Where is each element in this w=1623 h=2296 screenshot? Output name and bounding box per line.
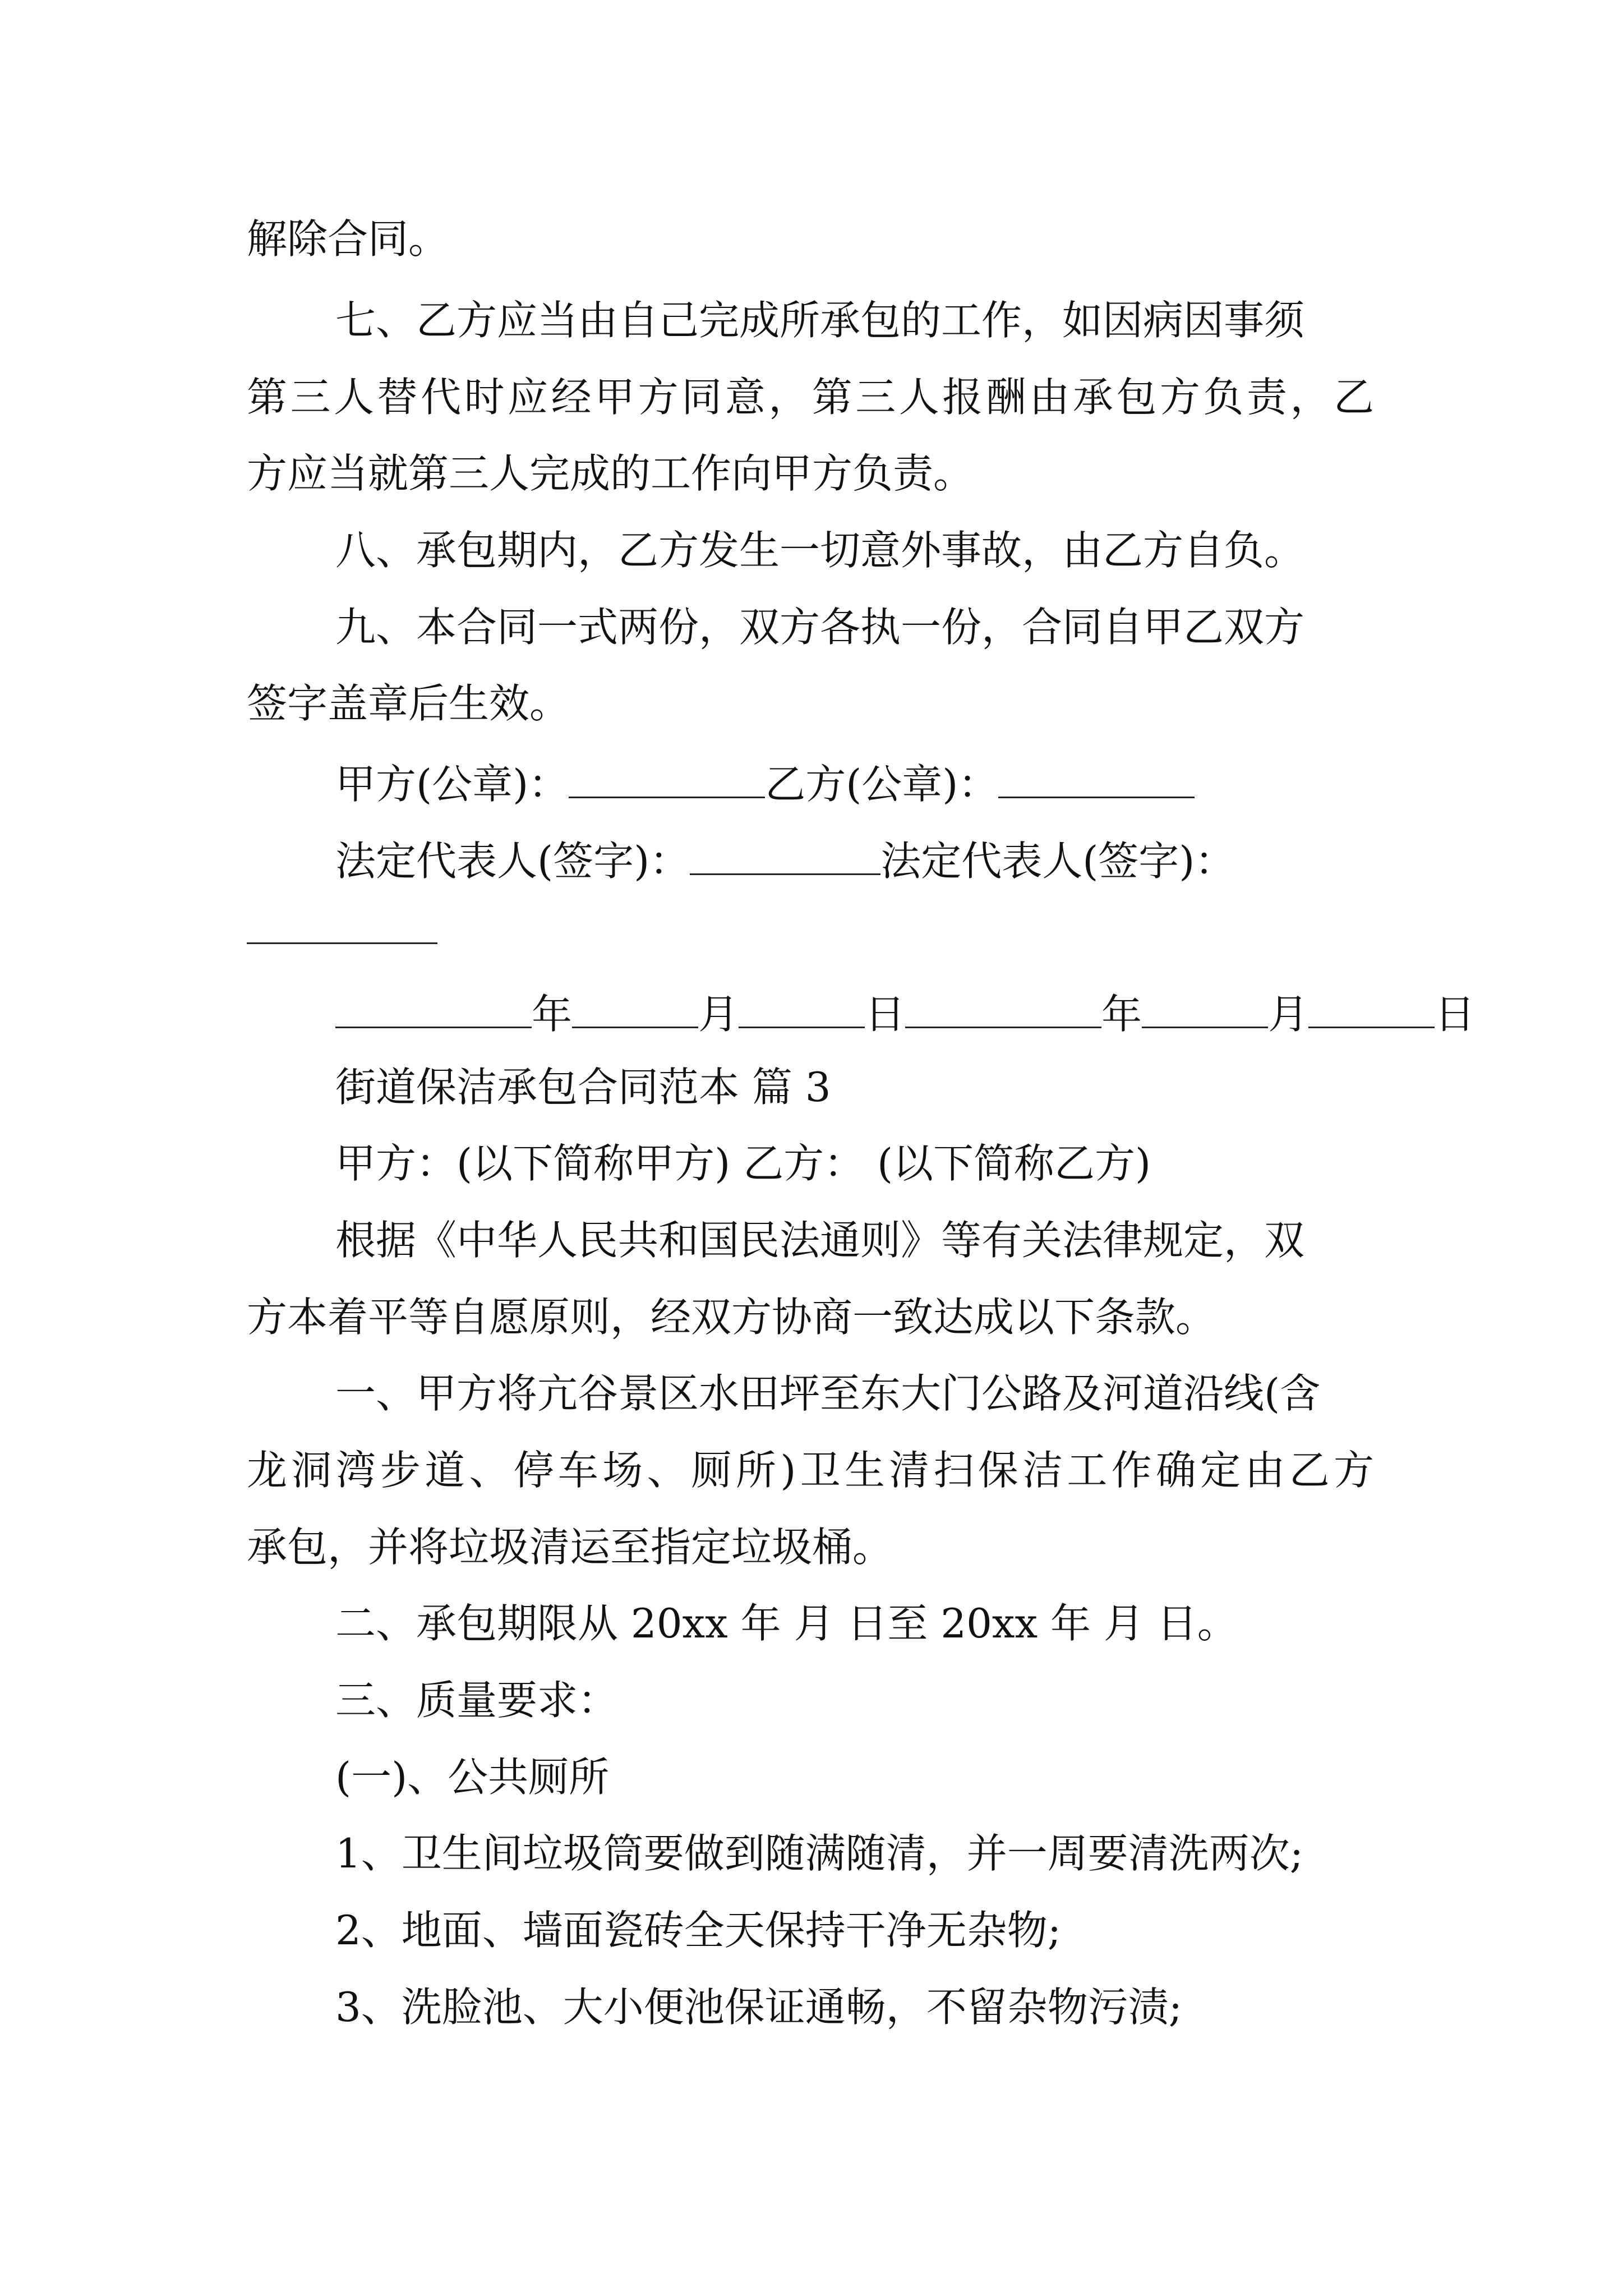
date-day-label: 日: [865, 990, 906, 1038]
paragraph-line: 签字盖章后生效。: [247, 680, 570, 727]
paragraph-line: 八、承包期内，乙方发生一切意外事故，由乙方自负。: [335, 527, 1305, 574]
party-a-seal-blank: [569, 760, 765, 798]
legal-rep-a-label: 法定代表人(签字)：: [335, 837, 690, 885]
date-day-label: 日: [1435, 990, 1476, 1038]
paragraph-line: (一)、公共厕所: [335, 1754, 610, 1801]
paragraph-line: 七、乙方应当由自己完成所承包的工作，如因病因事须: [335, 297, 1305, 344]
party-b-seal-label: 乙方(公章)：: [765, 760, 999, 808]
parties-line: 甲方：(以下简称甲方) 乙方： (以下简称乙方): [335, 1140, 1151, 1187]
paragraph-line: 3、洗脸池、大小便池保证通畅，不留杂物污渍;: [335, 1984, 1183, 2031]
paragraph-line: 一、甲方将亢谷景区水田坪至东大门公路及河道沿线(含: [335, 1370, 1321, 1417]
date-b-year-blank: [905, 990, 1101, 1028]
date-b-month-blank: [1142, 990, 1268, 1028]
date-a-day-blank: [739, 990, 865, 1028]
legal-rep-a-blank: [690, 837, 880, 875]
party-a-seal-label: 甲方(公章)：: [335, 760, 569, 808]
paragraph-line: 九、本合同一式两份，双方各执一份，合同自甲乙双方: [335, 604, 1305, 651]
paragraph-line: 承包，并将垃圾清运至指定垃圾桶。: [247, 1524, 893, 1571]
section-title: 街道保洁承包合同范本 篇 3: [335, 1064, 831, 1111]
paragraph-line: 龙洞湾步道、停车场、厕所)卫生清扫保洁工作确定由乙方: [247, 1447, 1374, 1494]
date-year-label: 年: [532, 990, 573, 1038]
paragraph-line: 1、卫生间垃圾筒要做到随满随清，并一周要清洗两次;: [335, 1830, 1304, 1877]
date-a-month-blank: [572, 990, 698, 1028]
date-month-label: 月: [698, 990, 739, 1038]
paragraph-line: 方应当就第三人完成的工作向甲方负责。: [247, 450, 974, 497]
paragraph-line: 方本着平等自愿原则，经双方协商一致达成以下条款。: [247, 1294, 1216, 1341]
legal-rep-line-continuation: [247, 906, 437, 950]
paragraph-line: 2、地面、墙面瓷砖全天保持干净无杂物;: [335, 1907, 1062, 1954]
date-line: [335, 990, 1476, 1038]
paragraph-line: 根据《中华人民共和国民法通则》等有关法律规定，双: [335, 1217, 1305, 1264]
date-month-label: 月: [1268, 990, 1309, 1038]
legal-rep-line: [335, 837, 1235, 885]
party-b-seal-blank: [998, 760, 1195, 798]
date-year-label: 年: [1101, 990, 1142, 1038]
paragraph-line: 三、质量要求：: [335, 1677, 619, 1724]
date-a-year-blank: [335, 990, 532, 1028]
paragraph-line: 解除合同。: [247, 215, 449, 263]
legal-rep-b-blank: [247, 906, 437, 944]
legal-rep-b-label: 法定代表人(签字)：: [880, 837, 1235, 885]
paragraph-line: 第三人替代时应经甲方同意，第三人报酬由承包方负责，乙: [247, 374, 1374, 421]
date-b-day-blank: [1308, 990, 1435, 1028]
seal-line: [335, 760, 1195, 808]
paragraph-line: 二、承包期限从 20xx 年 月 日至 20xx 年 月 日。: [335, 1600, 1238, 1647]
